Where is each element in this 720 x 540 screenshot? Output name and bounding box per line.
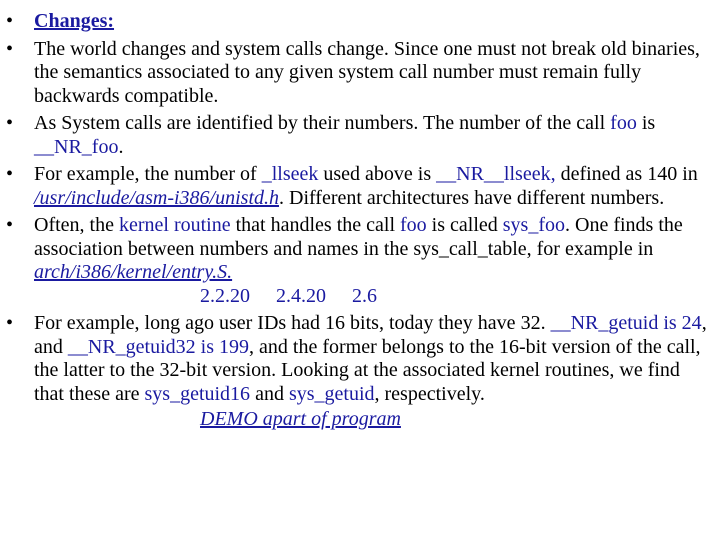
text-segment: , and [34,312,707,358]
text-segment: and [250,382,289,405]
slide-content [6,10,712,436]
text-segment: that handles the call [230,214,400,236]
foo-term: foo [610,112,637,134]
demo-link-row [34,408,712,432]
text-segment: . [118,135,124,158]
version-link-2-2-20[interactable]: 2.2.20 [200,284,250,307]
foo-term: foo [400,214,427,236]
unistd-path-link[interactable]: /usr/include/asm-i386/unistd.h [34,186,279,209]
list-item-syscall-numbers [6,112,712,159]
sys-getuid16-term: sys_getuid16 [144,382,251,405]
list-item-getuid-example [6,312,712,432]
version-link-2-4-20[interactable]: 2.4.20 [276,284,326,307]
bullet-icon: • [6,37,14,60]
text-segment: As System calls are identified by their numbers. The number of the call [34,112,611,134]
world-changes-text: The world changes and system calls change. Since one must not break old binaries, the semantics associated to any given system call number must remain fully backwards compatible. [34,37,700,107]
bullet-list [6,10,712,432]
list-item-world-changes [6,38,712,109]
text-segment: , and the former belongs to the 16-bit version of the call, the latter to the 32-bit version. Looking at the associated kernel routines, we find that these are [34,335,701,405]
bullet-icon: • [6,163,14,185]
text-segment: is called [426,214,503,236]
list-item-kernel-routine [6,214,712,308]
llseek-term: _llseek [261,163,319,185]
nr-getuid-term: __NR_getuid is 24 [550,312,702,334]
nr-llseek-term: __NR__llseek, [436,163,556,185]
text-segment: is [636,112,656,134]
kernel-routine-term: kernel routine [118,214,231,236]
text-segment: For example, the number of [34,163,262,185]
text-segment: , respectively. [374,382,485,405]
bullet-icon: • [6,10,14,32]
text-segment: used above is [318,163,437,185]
demo-program-link[interactable]: DEMO apart of program [200,408,401,430]
sys-getuid-term: sys_getuid [288,382,375,405]
version-link-2-6[interactable]: 2.6 [352,284,377,307]
list-item-llseek-example [6,163,712,210]
bullet-icon: • [6,214,14,236]
list-item-changes [6,10,712,34]
entry-s-link[interactable]: arch/i386/kernel/entry.S. [34,261,233,283]
nr-foo-term: __NR_foo [34,135,119,158]
bullet-icon: • [6,312,14,334]
changes-title-link[interactable]: Changes: [34,10,115,32]
nr-getuid32-term: __NR_getuid32 is 199 [67,335,250,358]
text-segment: Often, the [34,214,119,236]
text-segment: . Different architectures have different numbers. [279,186,665,209]
bullet-icon: • [6,112,14,134]
kernel-version-links [34,285,712,309]
text-segment: For example, long ago user IDs had 16 bits, today they have 32. [34,312,551,334]
sys-foo-term: sys_foo [502,214,565,236]
text-segment: defined as 140 in [555,163,698,185]
text-segment: . One finds the association between numbers and names in the sys_call_table, for example in [34,214,683,260]
